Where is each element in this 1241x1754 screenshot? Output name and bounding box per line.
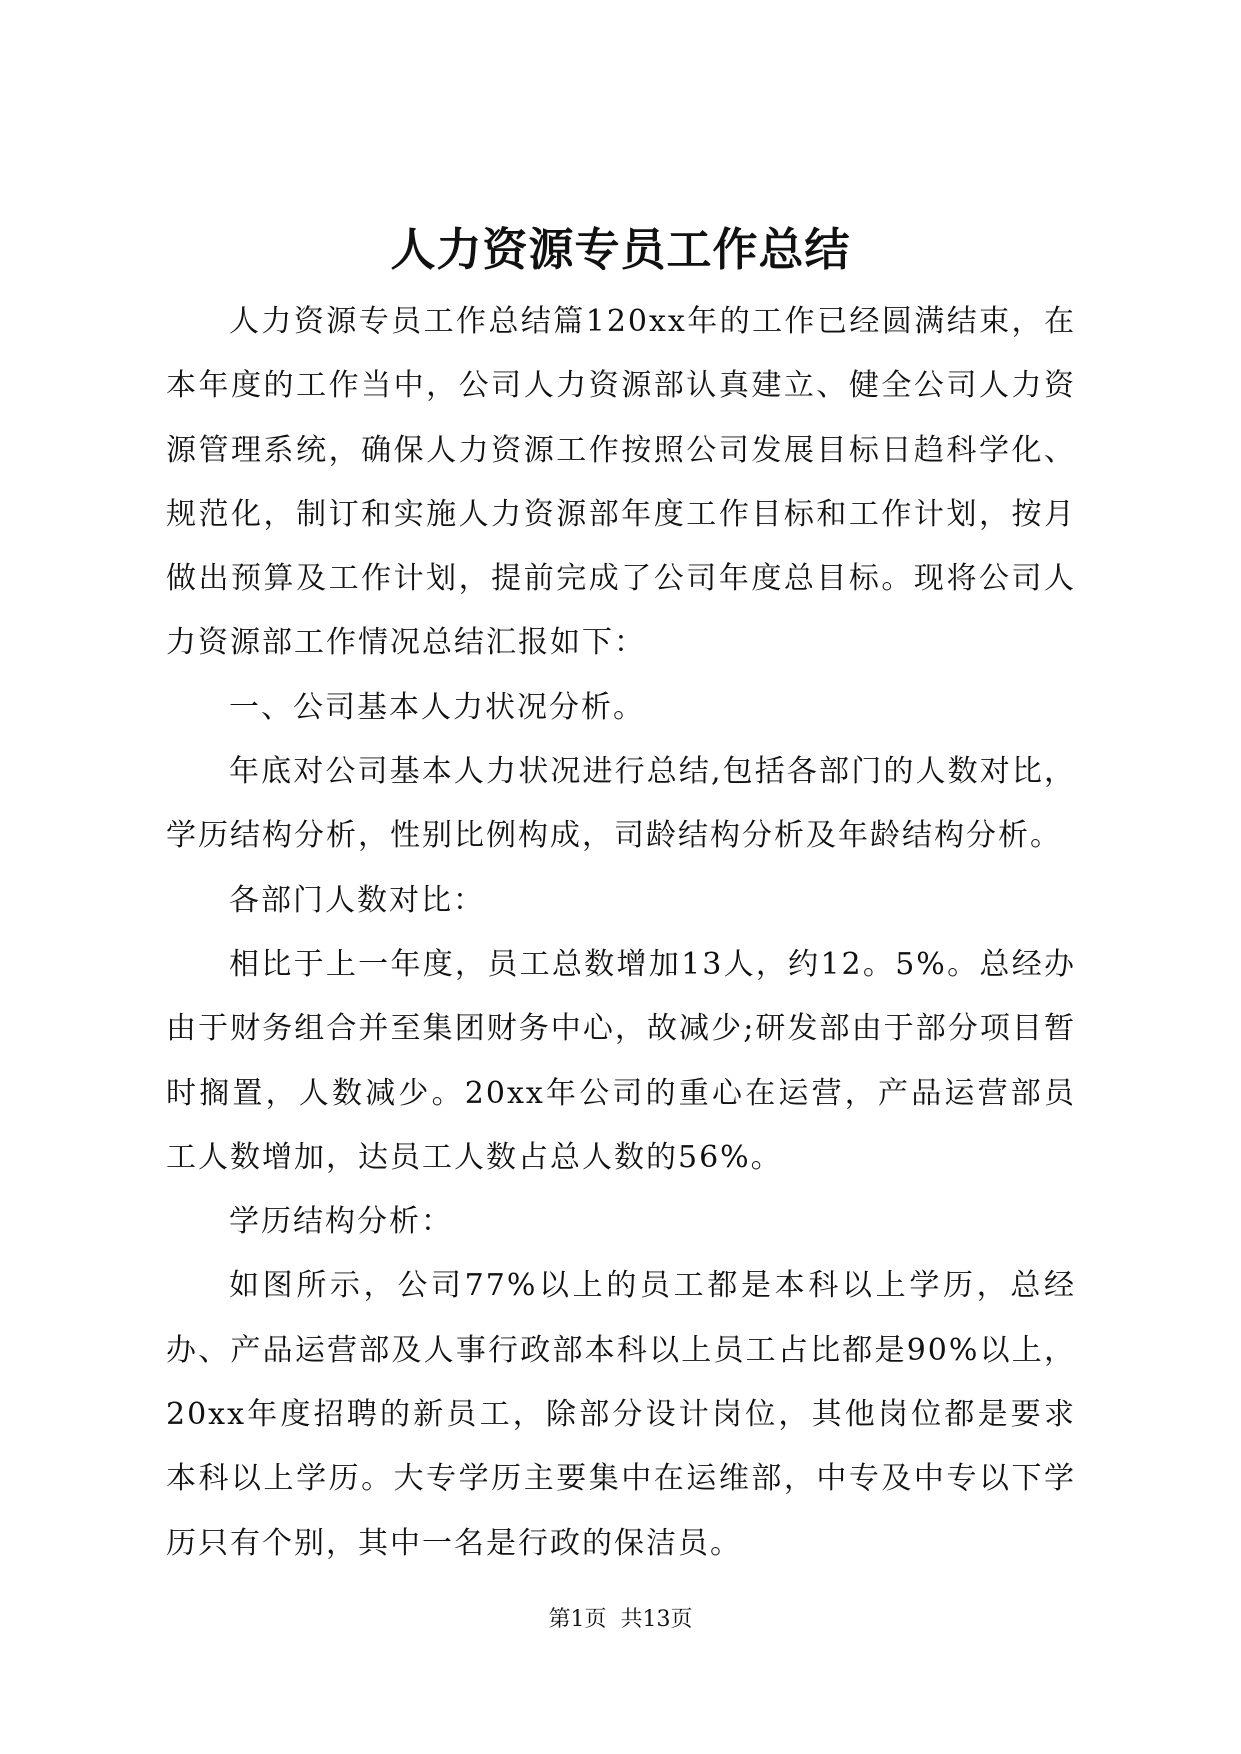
paragraph-education-analysis: 如图所示，公司77%以上的员工都是本科以上学历，总经办、产品运营部及人事行政部本科以上员工占比都是90%以上，20xx年度招聘的新员工，除部分设计岗位，其他岗位都是要求本科以上学历。大专学历主要集中在运维部，中专及中专以下学历只有个别，其中一名是行政的保洁员。 [166, 1268, 1076, 1561]
subheading-education-analysis: 学历结构分析： [229, 1204, 453, 1240]
paragraph-intro: 人力资源专员工作总结篇120xx年的工作已经圆满结束，在本年度的工作当中，公司人力资源部认真建立、健全公司人力资源管理系统，确保人力资源工作按照公司发展目标日趋科学化、规范化，制订和实施人力资源部年度工作目标和工作计划，按月做出预算及工作计划，提前完成了公司年度总目标。现将公司人力资源部工作情况总结汇报如下： [166, 304, 1076, 661]
document-title: 人力资源专员工作总结 [390, 223, 851, 276]
paragraph-staffing-summary: 年底对公司基本人力状况进行总结,包括各部门的人数对比，学历结构分析，性别比例构成，司龄结构分析及年龄结构分析。 [166, 754, 1076, 854]
page-footer [0, 1604, 1241, 1636]
subheading-department-comparison: 各部门人数对比： [229, 882, 485, 918]
page-number: 第1页 共13页 [548, 1607, 693, 1632]
paragraph-department-comparison: 相比于上一年度，员工总数增加13人，约12。5%。总经办由于财务组合并至集团财务中心，故减少;研发部由于部分项目暂时搁置，人数减少。20xx年公司的重心在运营，产品运营部员工人数增加，达员工人数占总人数的56%。 [166, 946, 1076, 1175]
document-body [166, 290, 1076, 1576]
section-heading-staffing-analysis: 一、公司基本人力状况分析。 [229, 689, 645, 725]
